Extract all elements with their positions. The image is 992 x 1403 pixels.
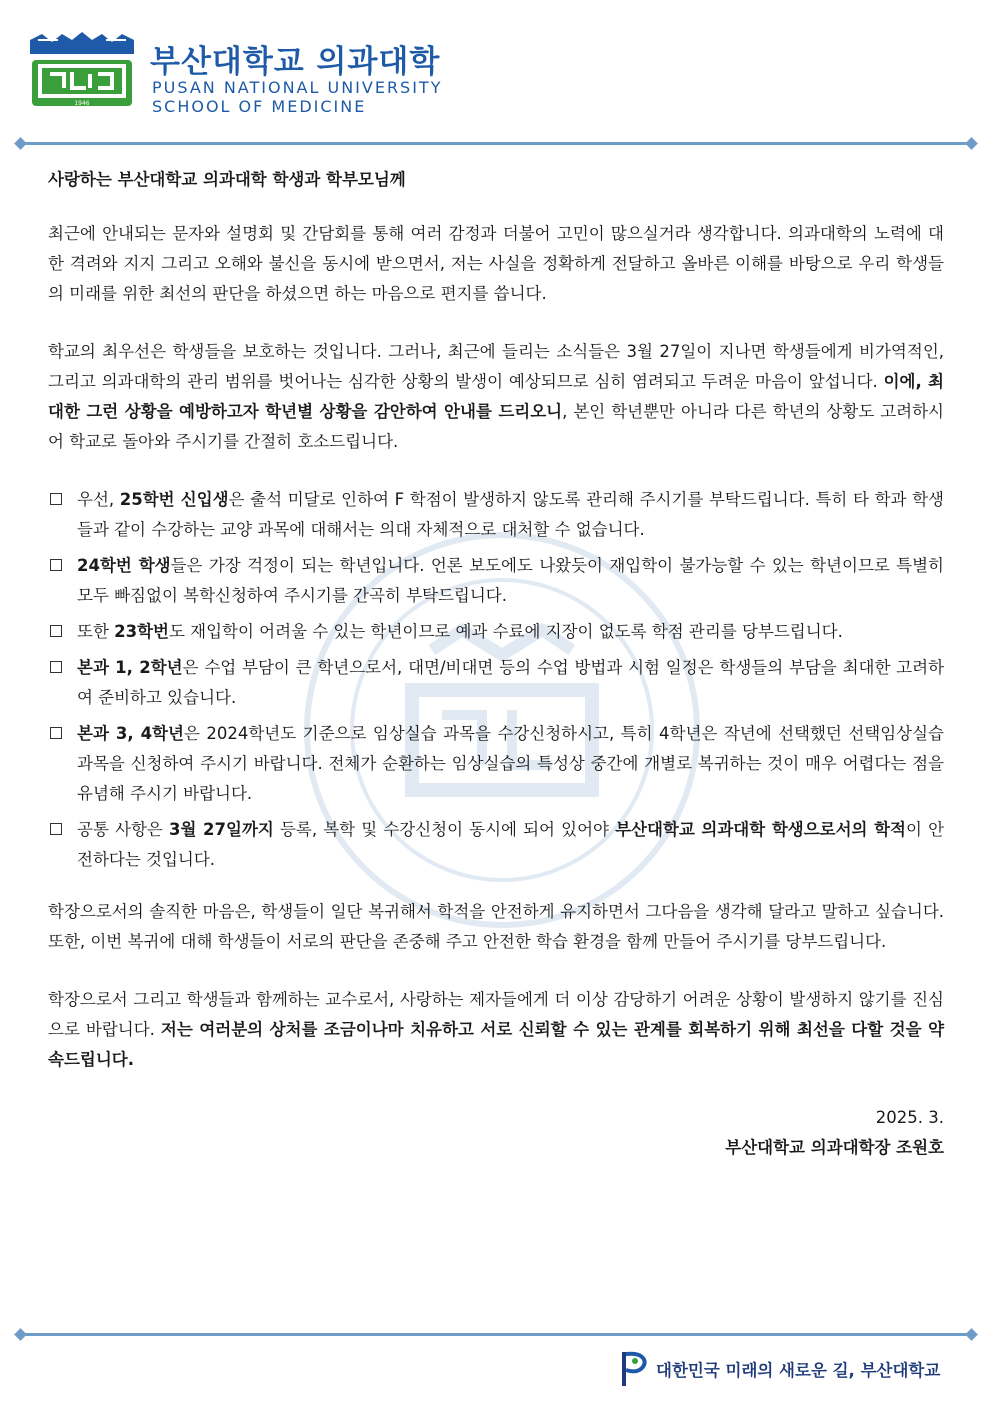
paragraph-priority [48, 337, 944, 457]
footer-slogan: 대한민국 미래의 새로운 길, 부산대학교 [656, 1361, 941, 1380]
checkbox-square-icon [50, 727, 62, 739]
list-item-text: 은 2024학년도 기준으로 임상실습 과목을 수강신청하시고, 특히 4학년은 작년에 선택했던 선택임상실습 과목을 신청하여 주시기 바랍니다. 전체가 순환하는 임상실습의 특성상 중간에 개별로 복귀하는 것이 매우 어렵다는 점을 유념해 주시기 바랍니다. [77, 724, 944, 803]
list-item-text: 이 안전하다는 것입니다. [77, 820, 945, 869]
list-item-text: 은 수업 부담이 큰 학년으로서, 대면/비대면 등의 수업 방법과 시험 일정은 학생들의 부담을 최대한 고려하여 준비하고 있습니다. [77, 658, 945, 707]
list-item-text: 등록, 복학 및 수강신청이 동시에 되어 있어야 [273, 820, 616, 839]
paragraph-priority-text-end: , 본인 학년뿐만 아니라 다른 학년의 상황도 고려하시어 학교로 돌아와 주시기를 간절히 호소드립니다. [48, 402, 944, 451]
list-item-emphasis: 본과 1, 2학년 [77, 658, 183, 677]
list-item-emphasis: 23학번 [114, 622, 169, 641]
list-item-text: 공통 사항은 [77, 820, 169, 839]
letter-salutation: 사랑하는 부산대학교 의과대학 학생과 학부모님께 [48, 170, 406, 189]
checkbox-square-icon [50, 823, 62, 835]
paragraph-closing [48, 985, 944, 1075]
footer [616, 1348, 956, 1388]
year-guidance-list [48, 485, 944, 875]
paragraph-closing-text: 학장으로서 그리고 학생들과 함께하는 교수로서, 사랑하는 제자들에게 더 이상 감당하기 어려운 상황이 발생하지 않기를 진심으로 바랍니다. [48, 990, 944, 1039]
letter-signature: 부산대학교 의과대학장 조원호 [725, 1138, 944, 1157]
list-item-emphasis: 25학번 신입생 [119, 490, 229, 509]
list-item [48, 719, 944, 809]
checkbox-square-icon [50, 625, 62, 637]
pnu-p-logo-icon [616, 1348, 650, 1388]
pnu-medicine-logo-icon [28, 30, 136, 114]
list-item-text: 은 출석 미달로 인하여 F 학점이 발생하지 않도록 관리해 주시기를 부탁드립니다. 특히 타 학과 학생들과 같이 수강하는 교양 과목에 대해서는 의대 자체적으로 대처할 수 없습니다. [77, 490, 944, 539]
paragraph-priority-text: 학교의 최우선은 학생들을 보호하는 것입니다. 그러나, 최근에 들리는 소식들은 3월 27일이 지나면 학생들에게 비가역적인, 그리고 의과대학의 관리 범위를 벗어나는 심각한 상황의 발생이 예상되므로 심히 염려되고 두려운 마음이 앞섭니다. [48, 342, 944, 391]
checkbox-square-icon [50, 661, 62, 673]
list-item [48, 551, 944, 611]
footer-divider [16, 1328, 976, 1340]
school-name-english-line1: PUSAN NATIONAL UNIVERSITY [152, 78, 443, 97]
paragraph-intro: 최근에 안내되는 문자와 설명회 및 간담회를 통해 여러 감정과 더불어 고민이 많으실거라 생각합니다. 의과대학의 노력에 대한 격려와 지지 그리고 오해와 불신을 동시에 받으면서, 저는 사실을 정확하게 전달하고 올바른 이해를 바탕으로 우리 학생들의 미래를 위한 최선의 판단을 하셨으면 하는 마음으로 편지를 씁니다. [48, 224, 944, 303]
checkbox-square-icon [50, 493, 62, 505]
logo-year: 1946 [74, 100, 90, 107]
school-name-english-line2: SCHOOL OF MEDICINE [152, 97, 367, 116]
list-item-text: 또한 [77, 622, 115, 641]
paragraph-dean-wish: 학장으로서의 솔직한 마음은, 학생들이 일단 복귀해서 학적을 안전하게 유지하면서 그다음을 생각해 달라고 말하고 싶습니다. 또한, 이번 복귀에 대해 학생들이 서로의 판단을 존중해 주고 안전한 학습 환경을 함께 만들어 주시기를 당부드립니다. [48, 902, 944, 951]
list-item-text: 들은 가장 걱정이 되는 학년입니다. 언론 보도에도 나왔듯이 재입학이 불가능할 수 있는 학년이므로 특별히 모두 빠짐없이 복학신청하여 주시기를 간곡히 부탁드립니다. [77, 556, 944, 605]
checkbox-square-icon [50, 559, 62, 571]
paragraph-closing-emphasis: 저는 여러분의 상처를 조금이나마 치유하고 서로 신뢰할 수 있는 관계를 회복하기 위해 최선을 다할 것을 약속드립니다. [48, 1020, 945, 1069]
list-item [48, 617, 944, 647]
paragraph-priority-emphasis: 이에, 최대한 그런 상황을 예방하고자 학년별 상황을 감안하여 안내를 드리오니 [48, 372, 944, 421]
letterhead [28, 30, 628, 120]
list-item-emphasis: 본과 3, 4학년 [77, 724, 184, 743]
list-item [48, 653, 944, 713]
list-item-emphasis: 3월 27일까지 [168, 820, 274, 839]
list-item-emphasis: 24학번 학생 [77, 556, 171, 575]
letter-body [48, 165, 944, 1163]
letter-date: 2025. 3. [875, 1108, 944, 1127]
list-item-text: 우선, [77, 490, 120, 509]
list-item-emphasis: 부산대학교 의과대학 학생으로서의 학적 [615, 820, 906, 839]
header-divider [16, 137, 976, 149]
list-item [48, 485, 944, 545]
list-item [48, 815, 944, 875]
school-name-korean: 부산대학교 의과대학 [150, 44, 441, 80]
list-item-text: 도 재입학이 어려울 수 있는 학년이므로 예과 수료에 지장이 없도록 학점 관리를 당부드립니다. [168, 622, 843, 641]
